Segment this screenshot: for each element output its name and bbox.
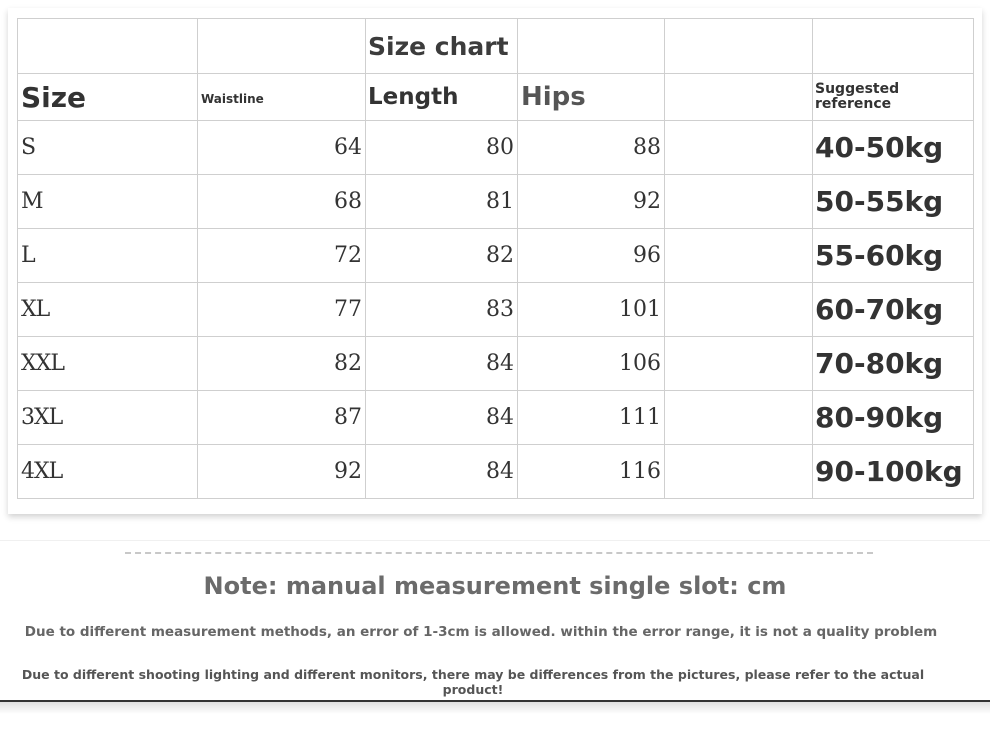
cell-empty xyxy=(665,121,813,175)
cell-size: XXL xyxy=(18,337,198,391)
cell-length: 84 xyxy=(366,445,518,499)
table-row xyxy=(18,283,974,337)
cell-hips: 88 xyxy=(518,121,665,175)
cell-waistline: 72 xyxy=(198,229,366,283)
cell-reference: 70-80kg xyxy=(813,337,974,391)
header-size: Size xyxy=(18,74,198,121)
cell-waistline: 64 xyxy=(198,121,366,175)
cell-reference: 60-70kg xyxy=(813,283,974,337)
cell-length: 80 xyxy=(366,121,518,175)
cell-size: M xyxy=(18,175,198,229)
cell-reference: 40-50kg xyxy=(813,121,974,175)
header-length: Length xyxy=(366,74,518,121)
cell-size: 3XL xyxy=(18,391,198,445)
cell-reference: 90-100kg xyxy=(813,445,974,499)
cell-size: L xyxy=(18,229,198,283)
cell-waistline: 77 xyxy=(198,283,366,337)
cell-waistline: 68 xyxy=(198,175,366,229)
cell-hips: 92 xyxy=(518,175,665,229)
cell-empty xyxy=(665,391,813,445)
cell-hips: 111 xyxy=(518,391,665,445)
cell-waistline: 87 xyxy=(198,391,366,445)
table-row xyxy=(18,121,974,175)
cell-length: 84 xyxy=(366,391,518,445)
table-row xyxy=(18,445,974,499)
divider xyxy=(0,540,990,541)
size-chart-table xyxy=(17,18,974,499)
cell-empty xyxy=(665,229,813,283)
cell-waistline: 82 xyxy=(198,337,366,391)
cell-hips: 96 xyxy=(518,229,665,283)
cell-size: 4XL xyxy=(18,445,198,499)
cell-empty xyxy=(665,445,813,499)
table-row xyxy=(18,229,974,283)
cell-empty xyxy=(665,175,813,229)
header-waistline: Waistline xyxy=(198,74,366,121)
cell-reference: 55-60kg xyxy=(813,229,974,283)
cell-waistline: 92 xyxy=(198,445,366,499)
header-hips: Hips xyxy=(518,74,665,121)
table-row xyxy=(18,391,974,445)
table-row xyxy=(18,175,974,229)
note-measurement-error: Due to different measurement methods, an error of 1-3cm is allowed. within the error range, it is not a quality problem xyxy=(24,624,938,640)
table-title-row xyxy=(18,19,974,74)
cell-hips: 116 xyxy=(518,445,665,499)
cell-size: XL xyxy=(18,283,198,337)
cell-hips: 101 xyxy=(518,283,665,337)
header-suggested-reference: Suggested reference xyxy=(813,74,974,121)
cell-empty xyxy=(665,337,813,391)
cell-reference: 50-55kg xyxy=(813,175,974,229)
table-title: Size chart xyxy=(366,19,518,74)
bottom-shadow xyxy=(0,702,990,714)
note-title: Note: manual measurement single slot: cm xyxy=(203,572,787,600)
cell-size: S xyxy=(18,121,198,175)
cell-empty xyxy=(665,283,813,337)
cell-length: 83 xyxy=(366,283,518,337)
cell-reference: 80-90kg xyxy=(813,391,974,445)
cell-length: 84 xyxy=(366,337,518,391)
table-row xyxy=(18,337,974,391)
cell-length: 81 xyxy=(366,175,518,229)
cell-length: 82 xyxy=(366,229,518,283)
table-header-row xyxy=(18,74,974,121)
dashed-divider xyxy=(125,552,873,554)
note-lighting-difference: Due to different shooting lighting and different monitors, there may be differences from the pictures, please refer to the actual product! xyxy=(21,667,925,697)
cell-hips: 106 xyxy=(518,337,665,391)
